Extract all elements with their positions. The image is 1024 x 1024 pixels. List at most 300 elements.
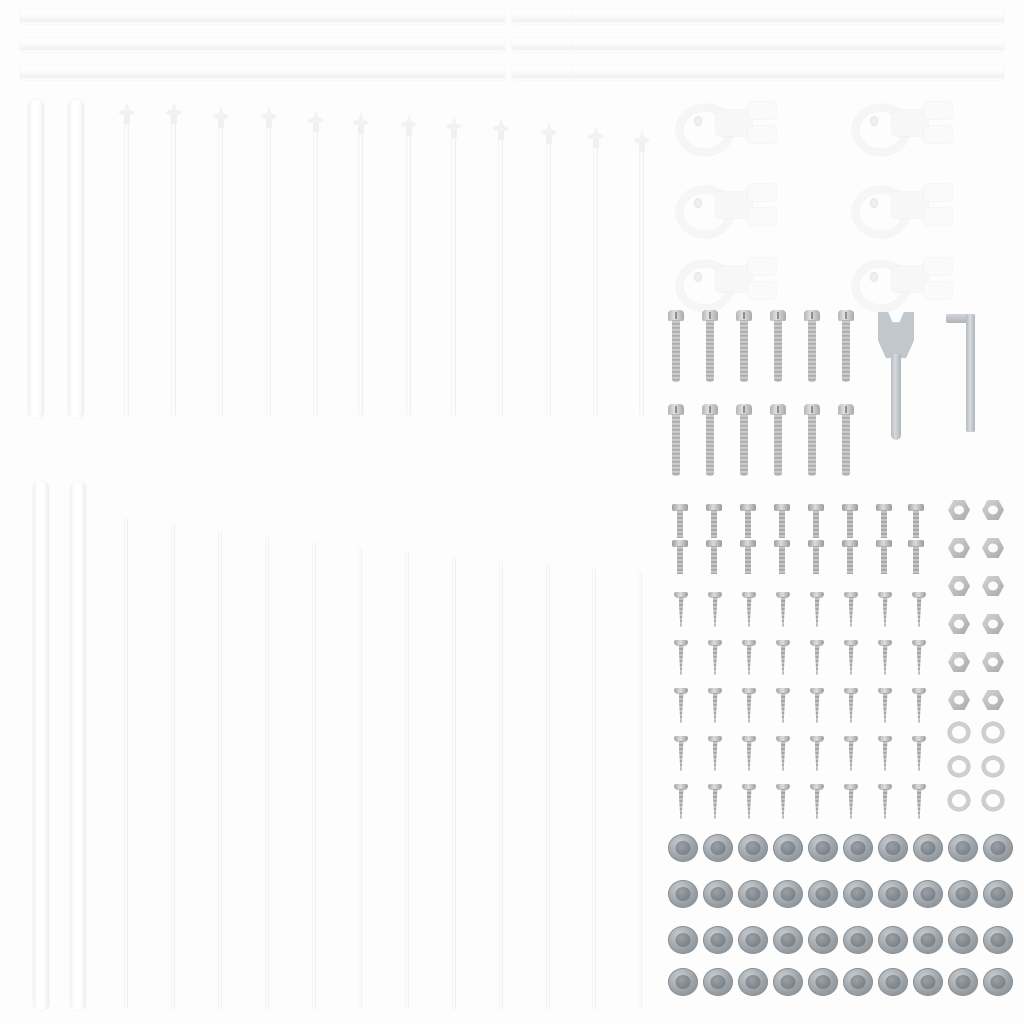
screw-shank (917, 789, 922, 819)
plastic-end-cap (668, 834, 698, 862)
tapered-wood-screw (912, 640, 926, 676)
spear-finial-icon (260, 106, 278, 128)
bolt-shank (706, 320, 714, 382)
long-bolt (702, 310, 718, 382)
plain-picket (546, 564, 550, 1010)
tapered-wood-screw (844, 784, 858, 820)
bolt-shank (740, 320, 748, 382)
flat-head-screw (740, 504, 756, 538)
tapered-wood-screw (742, 592, 756, 628)
screw-shank (713, 741, 718, 771)
bolt-slot (777, 406, 779, 413)
screw-shank (917, 597, 922, 627)
bolt-slot (811, 312, 813, 319)
tapered-wood-screw (708, 736, 722, 772)
tapered-wood-screw (742, 640, 756, 676)
bolt-slot (675, 406, 677, 413)
hex-nut (948, 576, 970, 596)
tapered-wood-screw (742, 784, 756, 820)
flat-head-screw (808, 504, 824, 538)
spear-finial-icon (307, 110, 325, 132)
spear-picket (218, 122, 223, 416)
bracket-tab-upper (924, 184, 952, 201)
screw-shank (883, 645, 888, 675)
tapered-wood-screw (708, 640, 722, 676)
screw-shank (781, 597, 786, 627)
flat-head-screw (740, 540, 756, 574)
tapered-wood-screw (776, 736, 790, 772)
long-bolt (770, 310, 786, 382)
bracket-tab-upper (924, 258, 952, 275)
screw-shank (883, 597, 888, 627)
flat-head-screw (876, 540, 892, 574)
finial-tip (593, 126, 599, 135)
finial-tip (546, 122, 552, 131)
screw-shank (781, 645, 786, 675)
plain-picket (358, 548, 362, 1010)
flat-head-screw (672, 504, 688, 538)
plastic-end-cap (738, 926, 768, 954)
spear-finial-icon (400, 114, 418, 136)
flat-washer (948, 756, 970, 777)
finial-tip (313, 110, 319, 119)
tapered-wood-screw (708, 688, 722, 724)
spear-picket (546, 138, 551, 416)
screw-shank (679, 597, 684, 627)
screw-shank (711, 546, 717, 574)
hex-nut (948, 538, 970, 558)
long-bolt (838, 310, 854, 382)
long-bolt (804, 310, 820, 382)
plastic-end-cap (703, 834, 733, 862)
hex-nut (982, 614, 1004, 634)
bracket-tab-lower (924, 208, 952, 225)
screw-shank (679, 693, 684, 723)
screw-shank (815, 789, 820, 819)
screw-shank (913, 510, 919, 538)
hex-nut (948, 614, 970, 634)
finial-neck (639, 143, 645, 152)
screw-shank (813, 546, 819, 574)
wrench-jaw (878, 312, 914, 358)
bracket-tab-upper (748, 102, 776, 119)
tapered-wood-screw (810, 688, 824, 724)
bolt-shank (774, 320, 782, 382)
fence-rail (572, 38, 1004, 52)
plastic-end-cap (948, 880, 978, 908)
screw-shank (849, 597, 854, 627)
screw-shank (747, 741, 752, 771)
hex-nut (948, 500, 970, 520)
screw-shank (747, 645, 752, 675)
plastic-end-cap (773, 880, 803, 908)
screw-shank (883, 789, 888, 819)
plastic-end-cap (808, 880, 838, 908)
bolt-slot (777, 312, 779, 319)
plastic-end-cap (668, 968, 698, 996)
screw-shank (713, 789, 718, 819)
plastic-end-cap (703, 968, 733, 996)
bracket-tab-lower (924, 126, 952, 143)
tapered-wood-screw (912, 592, 926, 628)
plain-picket (592, 568, 596, 1010)
tapered-wood-screw (810, 784, 824, 820)
bolt-shank (774, 414, 782, 476)
plain-picket (405, 552, 409, 1010)
finial-tip (171, 102, 177, 111)
tapered-wood-screw (878, 592, 892, 628)
medium-bolt (702, 404, 718, 476)
finial-neck (171, 115, 177, 124)
bolt-slot (743, 406, 745, 413)
fence-rail (20, 66, 505, 80)
fence-rail (572, 66, 1004, 80)
spear-picket (358, 128, 363, 416)
finial-tip (451, 116, 457, 125)
hex-nut (982, 576, 1004, 596)
long-bolt (736, 310, 752, 382)
screw-shank (849, 645, 854, 675)
hex-nut (948, 690, 970, 710)
screw-shank (815, 597, 820, 627)
post-bracket (676, 100, 784, 146)
plastic-end-cap (808, 968, 838, 996)
bracket-tab-lower (748, 282, 776, 299)
screw-shank (745, 510, 751, 538)
screw-shank (677, 510, 683, 538)
spear-picket (593, 142, 598, 416)
screw-shank (679, 789, 684, 819)
tapered-wood-screw (776, 640, 790, 676)
tapered-wood-screw (912, 784, 926, 820)
bracket-tab-lower (924, 282, 952, 299)
tapered-wood-screw (844, 688, 858, 724)
bolt-slot (845, 312, 847, 319)
plastic-end-cap (808, 926, 838, 954)
spear-finial-icon (118, 102, 136, 124)
finial-neck (313, 123, 319, 132)
bracket-tab-upper (748, 258, 776, 275)
allen-long-arm (966, 314, 975, 432)
plain-picket (265, 536, 269, 1010)
medium-bolt (804, 404, 820, 476)
screw-shank (847, 546, 853, 574)
fence-rail (572, 10, 1004, 24)
flat-head-screw (842, 540, 858, 574)
screw-shank (747, 597, 752, 627)
tapered-wood-screw (708, 592, 722, 628)
flat-head-screw (672, 540, 688, 574)
medium-bolt (770, 404, 786, 476)
bracket-arm (716, 110, 752, 136)
tapered-wood-screw (708, 784, 722, 820)
plastic-end-cap (878, 880, 908, 908)
screw-shank (779, 546, 785, 574)
tapered-wood-screw (878, 640, 892, 676)
plain-picket (124, 518, 128, 1010)
flat-head-screw (774, 504, 790, 538)
bolt-slot (675, 312, 677, 319)
bolt-shank (842, 414, 850, 476)
tapered-wood-screw (878, 784, 892, 820)
plastic-end-cap (983, 968, 1013, 996)
plastic-end-cap (913, 926, 943, 954)
spear-finial-icon (587, 126, 605, 148)
plastic-end-cap (948, 968, 978, 996)
bolt-shank (740, 414, 748, 476)
plastic-end-cap (983, 926, 1013, 954)
flat-head-screw (774, 540, 790, 574)
spear-finial-icon (212, 106, 230, 128)
hex-nut (948, 652, 970, 672)
screw-shank (781, 741, 786, 771)
screw-shank (847, 510, 853, 538)
medium-bolt (668, 404, 684, 476)
plastic-end-cap (983, 834, 1013, 862)
plastic-end-cap (738, 834, 768, 862)
plastic-end-cap (703, 926, 733, 954)
bolt-shank (842, 320, 850, 382)
finial-neck (124, 115, 130, 124)
flat-washer (982, 756, 1004, 777)
screw-shank (745, 546, 751, 574)
spear-picket (406, 130, 411, 416)
screw-shank (849, 789, 854, 819)
tapered-wood-screw (810, 592, 824, 628)
finial-tip (358, 112, 364, 121)
post-bracket (852, 256, 960, 302)
screw-shank (815, 645, 820, 675)
finial-neck (546, 135, 552, 144)
plain-picket (452, 556, 456, 1010)
bolt-slot (811, 406, 813, 413)
long-bolt (668, 310, 684, 382)
plastic-end-cap (773, 926, 803, 954)
screw-shank (883, 741, 888, 771)
bracket-hole (870, 198, 878, 208)
flat-head-screw (706, 504, 722, 538)
finial-tip (218, 106, 224, 115)
hex-nut (982, 538, 1004, 558)
finial-neck (266, 119, 272, 128)
medium-bolt (838, 404, 854, 476)
plastic-end-cap (913, 834, 943, 862)
spear-finial-icon (633, 130, 651, 152)
finial-neck (218, 119, 224, 128)
wrench-tool (878, 312, 914, 440)
spear-picket (124, 118, 129, 416)
plastic-end-cap (808, 834, 838, 862)
plastic-end-cap (913, 880, 943, 908)
screw-shank (849, 693, 854, 723)
fence-post (28, 100, 44, 418)
screw-shank (917, 693, 922, 723)
post-bracket (852, 100, 960, 146)
spear-picket (498, 134, 503, 416)
bracket-tab-upper (748, 184, 776, 201)
flat-head-screw (908, 504, 924, 538)
tapered-wood-screw (844, 736, 858, 772)
hex-nut (982, 500, 1004, 520)
plastic-end-cap (983, 880, 1013, 908)
bolt-slot (709, 312, 711, 319)
spear-finial-icon (540, 122, 558, 144)
screw-shank (679, 741, 684, 771)
bracket-arm (892, 192, 928, 218)
plastic-end-cap (878, 834, 908, 862)
bracket-hole (694, 198, 702, 208)
finial-tip (266, 106, 272, 115)
plain-picket (218, 530, 222, 1010)
screw-shank (679, 645, 684, 675)
tapered-wood-screw (742, 736, 756, 772)
screw-shank (779, 510, 785, 538)
flat-washer (982, 722, 1004, 743)
spear-picket (639, 146, 644, 416)
flat-washer (948, 722, 970, 743)
spear-picket (313, 126, 318, 416)
plastic-end-cap (773, 968, 803, 996)
bolt-slot (845, 406, 847, 413)
screw-shank (781, 693, 786, 723)
finial-tip (498, 118, 504, 127)
bracket-tab-lower (748, 208, 776, 225)
screw-shank (677, 546, 683, 574)
tapered-wood-screw (912, 736, 926, 772)
tapered-wood-screw (776, 784, 790, 820)
spear-finial-icon (492, 118, 510, 140)
spear-finial-icon (165, 102, 183, 124)
bracket-hole (870, 272, 878, 282)
tapered-wood-screw (674, 688, 688, 724)
finial-tip (406, 114, 412, 123)
tapered-wood-screw (742, 688, 756, 724)
plastic-end-cap (843, 834, 873, 862)
finial-neck (406, 127, 412, 136)
bolt-slot (743, 312, 745, 319)
flat-head-screw (842, 504, 858, 538)
flat-head-screw (706, 540, 722, 574)
tapered-wood-screw (776, 688, 790, 724)
bolt-shank (808, 320, 816, 382)
bolt-shank (672, 414, 680, 476)
bracket-hole (694, 272, 702, 282)
plastic-end-cap (878, 926, 908, 954)
finial-tip (639, 130, 645, 139)
plastic-end-cap (948, 834, 978, 862)
screw-shank (815, 693, 820, 723)
plastic-end-cap (843, 926, 873, 954)
spear-picket (171, 118, 176, 416)
plastic-end-cap (773, 834, 803, 862)
bracket-tab-lower (748, 126, 776, 143)
tapered-wood-screw (810, 640, 824, 676)
tapered-wood-screw (810, 736, 824, 772)
plastic-end-cap (738, 968, 768, 996)
flat-head-screw (808, 540, 824, 574)
screw-shank (747, 693, 752, 723)
bracket-hole (694, 116, 702, 126)
tapered-wood-screw (674, 640, 688, 676)
screw-shank (881, 510, 887, 538)
plastic-end-cap (913, 968, 943, 996)
screw-shank (781, 789, 786, 819)
flat-head-screw (876, 504, 892, 538)
screw-shank (881, 546, 887, 574)
finial-neck (358, 125, 364, 134)
plastic-end-cap (668, 926, 698, 954)
bracket-hole (870, 116, 878, 126)
plastic-end-cap (843, 880, 873, 908)
tapered-wood-screw (844, 592, 858, 628)
bolt-slot (709, 406, 711, 413)
tapered-wood-screw (674, 736, 688, 772)
post-bracket (676, 182, 784, 228)
screw-shank (913, 546, 919, 574)
screw-shank (713, 645, 718, 675)
plain-picket (638, 572, 642, 1010)
spear-finial-icon (445, 116, 463, 138)
screw-shank (747, 789, 752, 819)
fence-post (70, 482, 86, 1010)
bracket-arm (716, 266, 752, 292)
tapered-wood-screw (844, 640, 858, 676)
hex-nut (982, 690, 1004, 710)
tapered-wood-screw (674, 784, 688, 820)
fence-post (68, 100, 84, 418)
flat-washer (982, 790, 1004, 811)
bolt-shank (808, 414, 816, 476)
plastic-end-cap (843, 968, 873, 996)
plain-picket (499, 560, 503, 1010)
tapered-wood-screw (878, 736, 892, 772)
bracket-arm (892, 110, 928, 136)
plastic-end-cap (703, 880, 733, 908)
screw-shank (813, 510, 819, 538)
spear-picket (266, 122, 271, 416)
bracket-arm (892, 266, 928, 292)
screw-shank (713, 597, 718, 627)
post-bracket (852, 182, 960, 228)
post-bracket (676, 256, 784, 302)
medium-bolt (736, 404, 752, 476)
flat-washer (948, 790, 970, 811)
tapered-wood-screw (878, 688, 892, 724)
finial-neck (451, 129, 457, 138)
screw-shank (917, 741, 922, 771)
plastic-end-cap (878, 968, 908, 996)
fence-post (33, 482, 49, 1010)
bracket-arm (716, 192, 752, 218)
spear-picket (451, 132, 456, 416)
finial-tip (124, 102, 130, 111)
screw-shank (883, 693, 888, 723)
fence-rail (20, 10, 505, 24)
bolt-shank (706, 414, 714, 476)
plain-picket (171, 524, 175, 1010)
bracket-tab-upper (924, 102, 952, 119)
allen-key-tool (946, 314, 976, 434)
finial-neck (498, 131, 504, 140)
flat-head-screw (908, 540, 924, 574)
plastic-end-cap (668, 880, 698, 908)
bolt-shank (672, 320, 680, 382)
finial-neck (593, 139, 599, 148)
screw-shank (711, 510, 717, 538)
wrench-handle (891, 354, 901, 440)
fence-rail (20, 38, 505, 52)
screw-shank (917, 645, 922, 675)
